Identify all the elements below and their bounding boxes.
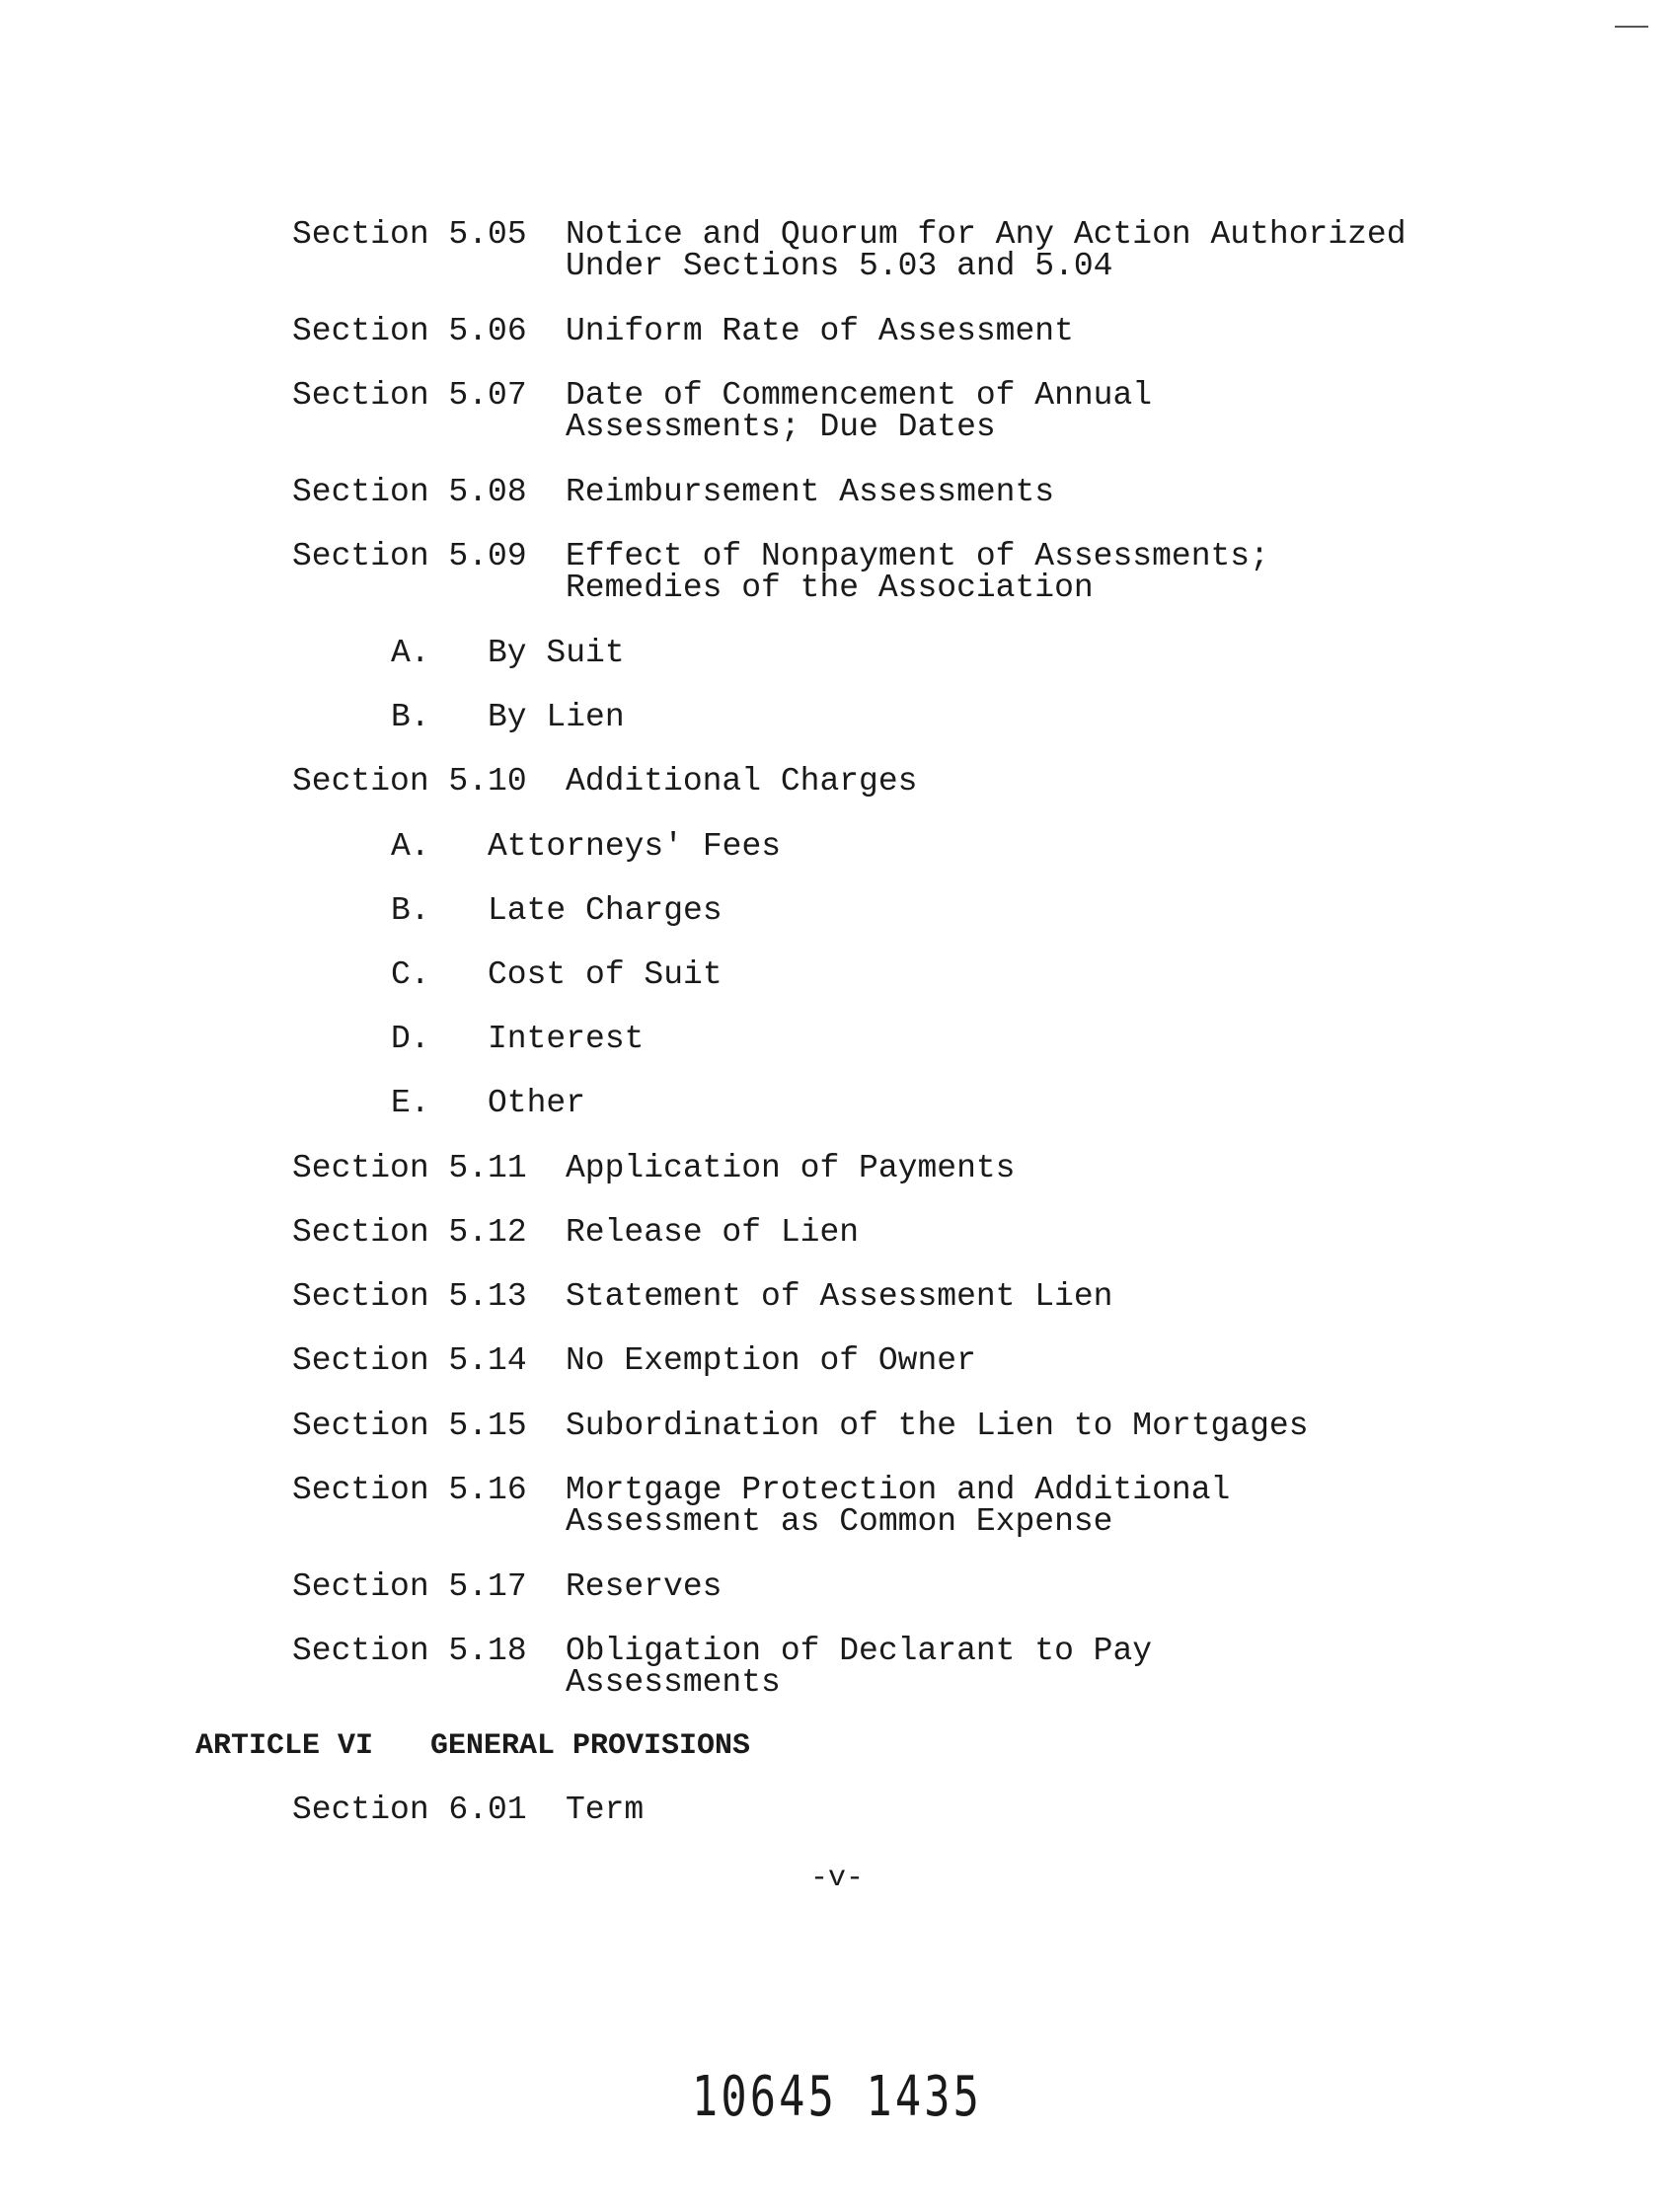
subitem-letter: B. [391, 892, 430, 929]
section-number: Section 5.15 [292, 1408, 527, 1444]
section-title: Notice and Quorum for Any Action Authorized [566, 216, 1407, 253]
section-title: Statement of Assessment Lien [566, 1278, 1113, 1315]
section-title: Assessments; Due Dates [566, 409, 996, 445]
corner-mark [1615, 26, 1648, 28]
section-title: Additional Charges [566, 763, 918, 800]
section-number: Section 5.07 [292, 377, 527, 414]
subitem-title: Cost of Suit [488, 956, 723, 993]
section-number: Section 5.11 [292, 1150, 527, 1186]
section-number: Section 5.17 [292, 1568, 527, 1605]
subitem-letter: C. [391, 956, 430, 993]
recording-stamp: 10645 1435 [691, 2065, 983, 2129]
section-title: Remedies of the Association [566, 570, 1094, 606]
section-title: Uniform Rate of Assessment [566, 313, 1074, 349]
article-title: GENERAL PROVISIONS [430, 1729, 751, 1763]
subitem-letter: E. [391, 1085, 430, 1121]
subitem-title: By Suit [488, 635, 625, 671]
section-number: Section 5.18 [292, 1633, 527, 1669]
section-title: No Exemption of Owner [566, 1342, 976, 1379]
section-title: Application of Payments [566, 1150, 1016, 1186]
section-title: Term [566, 1792, 645, 1828]
section-number: Section 5.06 [292, 313, 527, 349]
section-title: Under Sections 5.03 and 5.04 [566, 248, 1113, 284]
section-number: Section 5.14 [292, 1342, 527, 1379]
subitem-title: Other [488, 1085, 586, 1121]
article-number: ARTICLE VI [195, 1729, 374, 1763]
subitem-title: By Lien [488, 699, 625, 735]
section-number: Section 6.01 [292, 1792, 527, 1828]
subitem-letter: A. [391, 635, 430, 671]
section-number: Section 5.09 [292, 538, 527, 574]
subitem-letter: A. [391, 828, 430, 865]
section-number: Section 5.13 [292, 1278, 527, 1315]
section-number: Section 5.05 [292, 216, 527, 253]
subitem-title: Interest [488, 1021, 645, 1057]
section-title: Subordination of the Lien to Mortgages [566, 1408, 1309, 1444]
subitem-title: Late Charges [488, 892, 723, 929]
section-number: Section 5.10 [292, 763, 527, 800]
section-title: Reserves [566, 1568, 723, 1605]
section-number: Section 5.08 [292, 474, 527, 510]
section-number: Section 5.12 [292, 1214, 527, 1251]
section-title: Assessments [566, 1664, 781, 1701]
section-title: Effect of Nonpayment of Assessments; [566, 538, 1269, 574]
section-title: Mortgage Protection and Additional [566, 1472, 1231, 1508]
page-number: -v- [809, 1862, 864, 1895]
subitem-letter: D. [391, 1021, 430, 1057]
section-number: Section 5.16 [292, 1472, 527, 1508]
subitem-letter: B. [391, 699, 430, 735]
subitem-title: Attorneys' Fees [488, 828, 782, 865]
section-title: Assessment as Common Expense [566, 1503, 1113, 1540]
section-title: Obligation of Declarant to Pay [566, 1633, 1153, 1669]
section-title: Date of Commencement of Annual [566, 377, 1153, 414]
section-title: Release of Lien [566, 1214, 860, 1251]
section-title: Reimbursement Assessments [566, 474, 1055, 510]
